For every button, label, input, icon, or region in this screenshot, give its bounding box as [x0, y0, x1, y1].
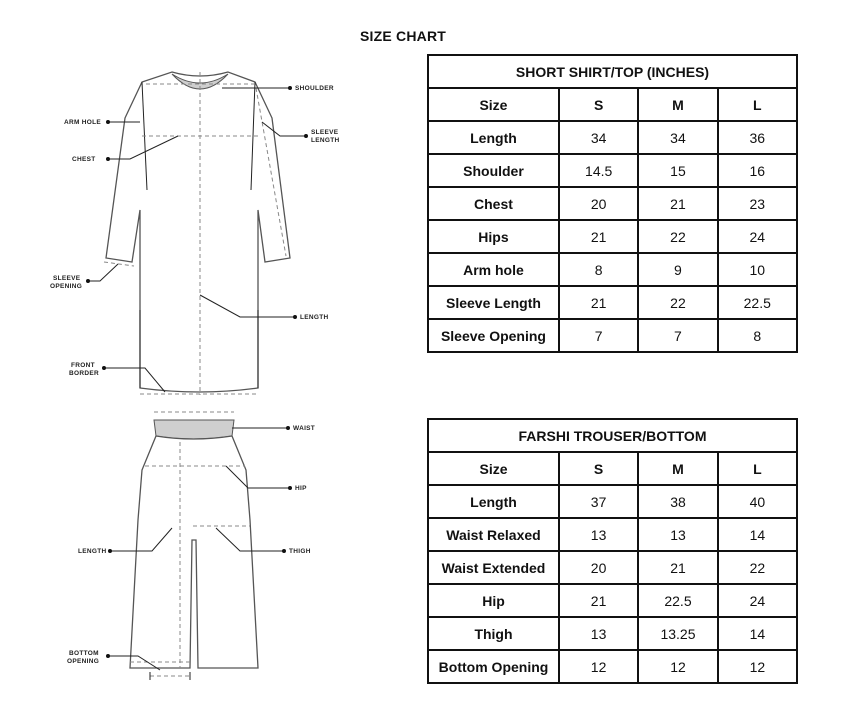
column-header: M — [638, 88, 717, 121]
shirt-table-caption: SHORT SHIRT/TOP (INCHES) — [428, 55, 797, 88]
callout-trouser-length: LENGTH — [78, 548, 107, 555]
table-cell: 14.5 — [559, 154, 638, 187]
table-cell: 23 — [718, 187, 797, 220]
table-row — [428, 220, 797, 253]
callout-sleeve-opening-2: OPENING — [50, 283, 83, 290]
table-cell: 13 — [638, 518, 718, 551]
column-header: L — [718, 88, 797, 121]
table-row — [428, 617, 797, 650]
table-caption-row — [428, 55, 797, 88]
table-header-row — [428, 88, 797, 121]
row-label: Length — [428, 121, 559, 154]
table-cell: 12 — [559, 650, 638, 683]
row-label: Hips — [428, 220, 559, 253]
table-row — [428, 650, 797, 683]
table-cell: 8 — [559, 253, 638, 286]
row-label: Sleeve Length — [428, 286, 559, 319]
table-cell: 38 — [638, 485, 718, 518]
row-label: Shoulder — [428, 154, 559, 187]
callout-arm-hole: ARM HOLE — [64, 119, 102, 126]
table-row — [428, 485, 797, 518]
row-label: Waist Relaxed — [428, 518, 559, 551]
shirt-illustration — [50, 72, 340, 395]
table-cell: 14 — [718, 518, 797, 551]
table-cell: 22.5 — [638, 584, 718, 617]
callout-shoulder: SHOULDER — [295, 85, 334, 92]
table-row — [428, 551, 797, 584]
table-cell: 16 — [718, 154, 797, 187]
callout-front-border-2: BORDER — [69, 370, 99, 377]
row-label: Thigh — [428, 617, 559, 650]
column-header: Size — [428, 452, 559, 485]
table-cell: 21 — [559, 584, 638, 617]
row-label: Bottom Opening — [428, 650, 559, 683]
callout-length: LENGTH — [300, 314, 329, 321]
callout-sleeve-length-2: LENGTH — [311, 137, 340, 144]
table-cell: 9 — [638, 253, 717, 286]
table-cell: 7 — [638, 319, 717, 352]
column-header: L — [718, 452, 797, 485]
table-cell: 24 — [718, 584, 797, 617]
table-row — [428, 584, 797, 617]
table-cell: 22 — [638, 220, 717, 253]
row-label: Length — [428, 485, 559, 518]
table-cell: 22 — [638, 286, 717, 319]
table-cell: 21 — [559, 220, 638, 253]
table-cell: 21 — [638, 187, 717, 220]
page-title: SIZE CHART — [360, 28, 446, 44]
callout-bottom-opening-2: OPENING — [67, 658, 100, 665]
trouser-illustration — [67, 412, 315, 680]
table-cell: 22 — [718, 551, 797, 584]
trouser-size-table — [427, 418, 798, 684]
column-header: S — [559, 88, 638, 121]
trouser-outline — [130, 436, 258, 668]
row-label: Hip — [428, 584, 559, 617]
table-row — [428, 286, 797, 319]
callout-sleeve-length-1: SLEEVE — [311, 129, 339, 136]
table-row — [428, 154, 797, 187]
trouser-waistband — [154, 420, 234, 439]
table-row — [428, 253, 797, 286]
table-row — [428, 187, 797, 220]
table-row — [428, 518, 797, 551]
table-cell: 34 — [638, 121, 717, 154]
table-cell: 36 — [718, 121, 797, 154]
row-label: Waist Extended — [428, 551, 559, 584]
callout-thigh: THIGH — [289, 548, 311, 555]
callout-front-border-1: FRONT — [71, 362, 95, 369]
table-cell: 34 — [559, 121, 638, 154]
table-cell: 12 — [638, 650, 718, 683]
table-cell: 20 — [559, 551, 638, 584]
trouser-table-caption: FARSHI TROUSER/BOTTOM — [428, 419, 797, 452]
table-cell: 37 — [559, 485, 638, 518]
table-cell: 24 — [718, 220, 797, 253]
table-cell: 14 — [718, 617, 797, 650]
table-cell: 10 — [718, 253, 797, 286]
callout-chest: CHEST — [72, 156, 96, 163]
table-row — [428, 319, 797, 352]
column-header: Size — [428, 88, 559, 121]
table-cell: 21 — [638, 551, 718, 584]
callout-bottom-opening-1: BOTTOM — [69, 650, 99, 657]
table-cell: 13 — [559, 518, 638, 551]
table-cell: 13.25 — [638, 617, 718, 650]
callout-waist: WAIST — [293, 425, 316, 432]
table-cell: 40 — [718, 485, 797, 518]
row-label: Arm hole — [428, 253, 559, 286]
table-cell: 12 — [718, 650, 797, 683]
shirt-size-table — [427, 54, 798, 353]
table-header-row — [428, 452, 797, 485]
table-row — [428, 121, 797, 154]
table-cell: 15 — [638, 154, 717, 187]
garment-illustrations — [0, 0, 430, 715]
table-cell: 8 — [718, 319, 797, 352]
callout-hip: HIP — [295, 485, 307, 492]
table-cell: 7 — [559, 319, 638, 352]
table-cell: 21 — [559, 286, 638, 319]
row-label: Chest — [428, 187, 559, 220]
table-cell: 22.5 — [718, 286, 797, 319]
row-label: Sleeve Opening — [428, 319, 559, 352]
shirt-outline — [106, 72, 290, 392]
table-cell: 13 — [559, 617, 638, 650]
column-header: S — [559, 452, 638, 485]
table-caption-row — [428, 419, 797, 452]
column-header: M — [638, 452, 718, 485]
table-cell: 20 — [559, 187, 638, 220]
callout-sleeve-opening-1: SLEEVE — [53, 275, 81, 282]
